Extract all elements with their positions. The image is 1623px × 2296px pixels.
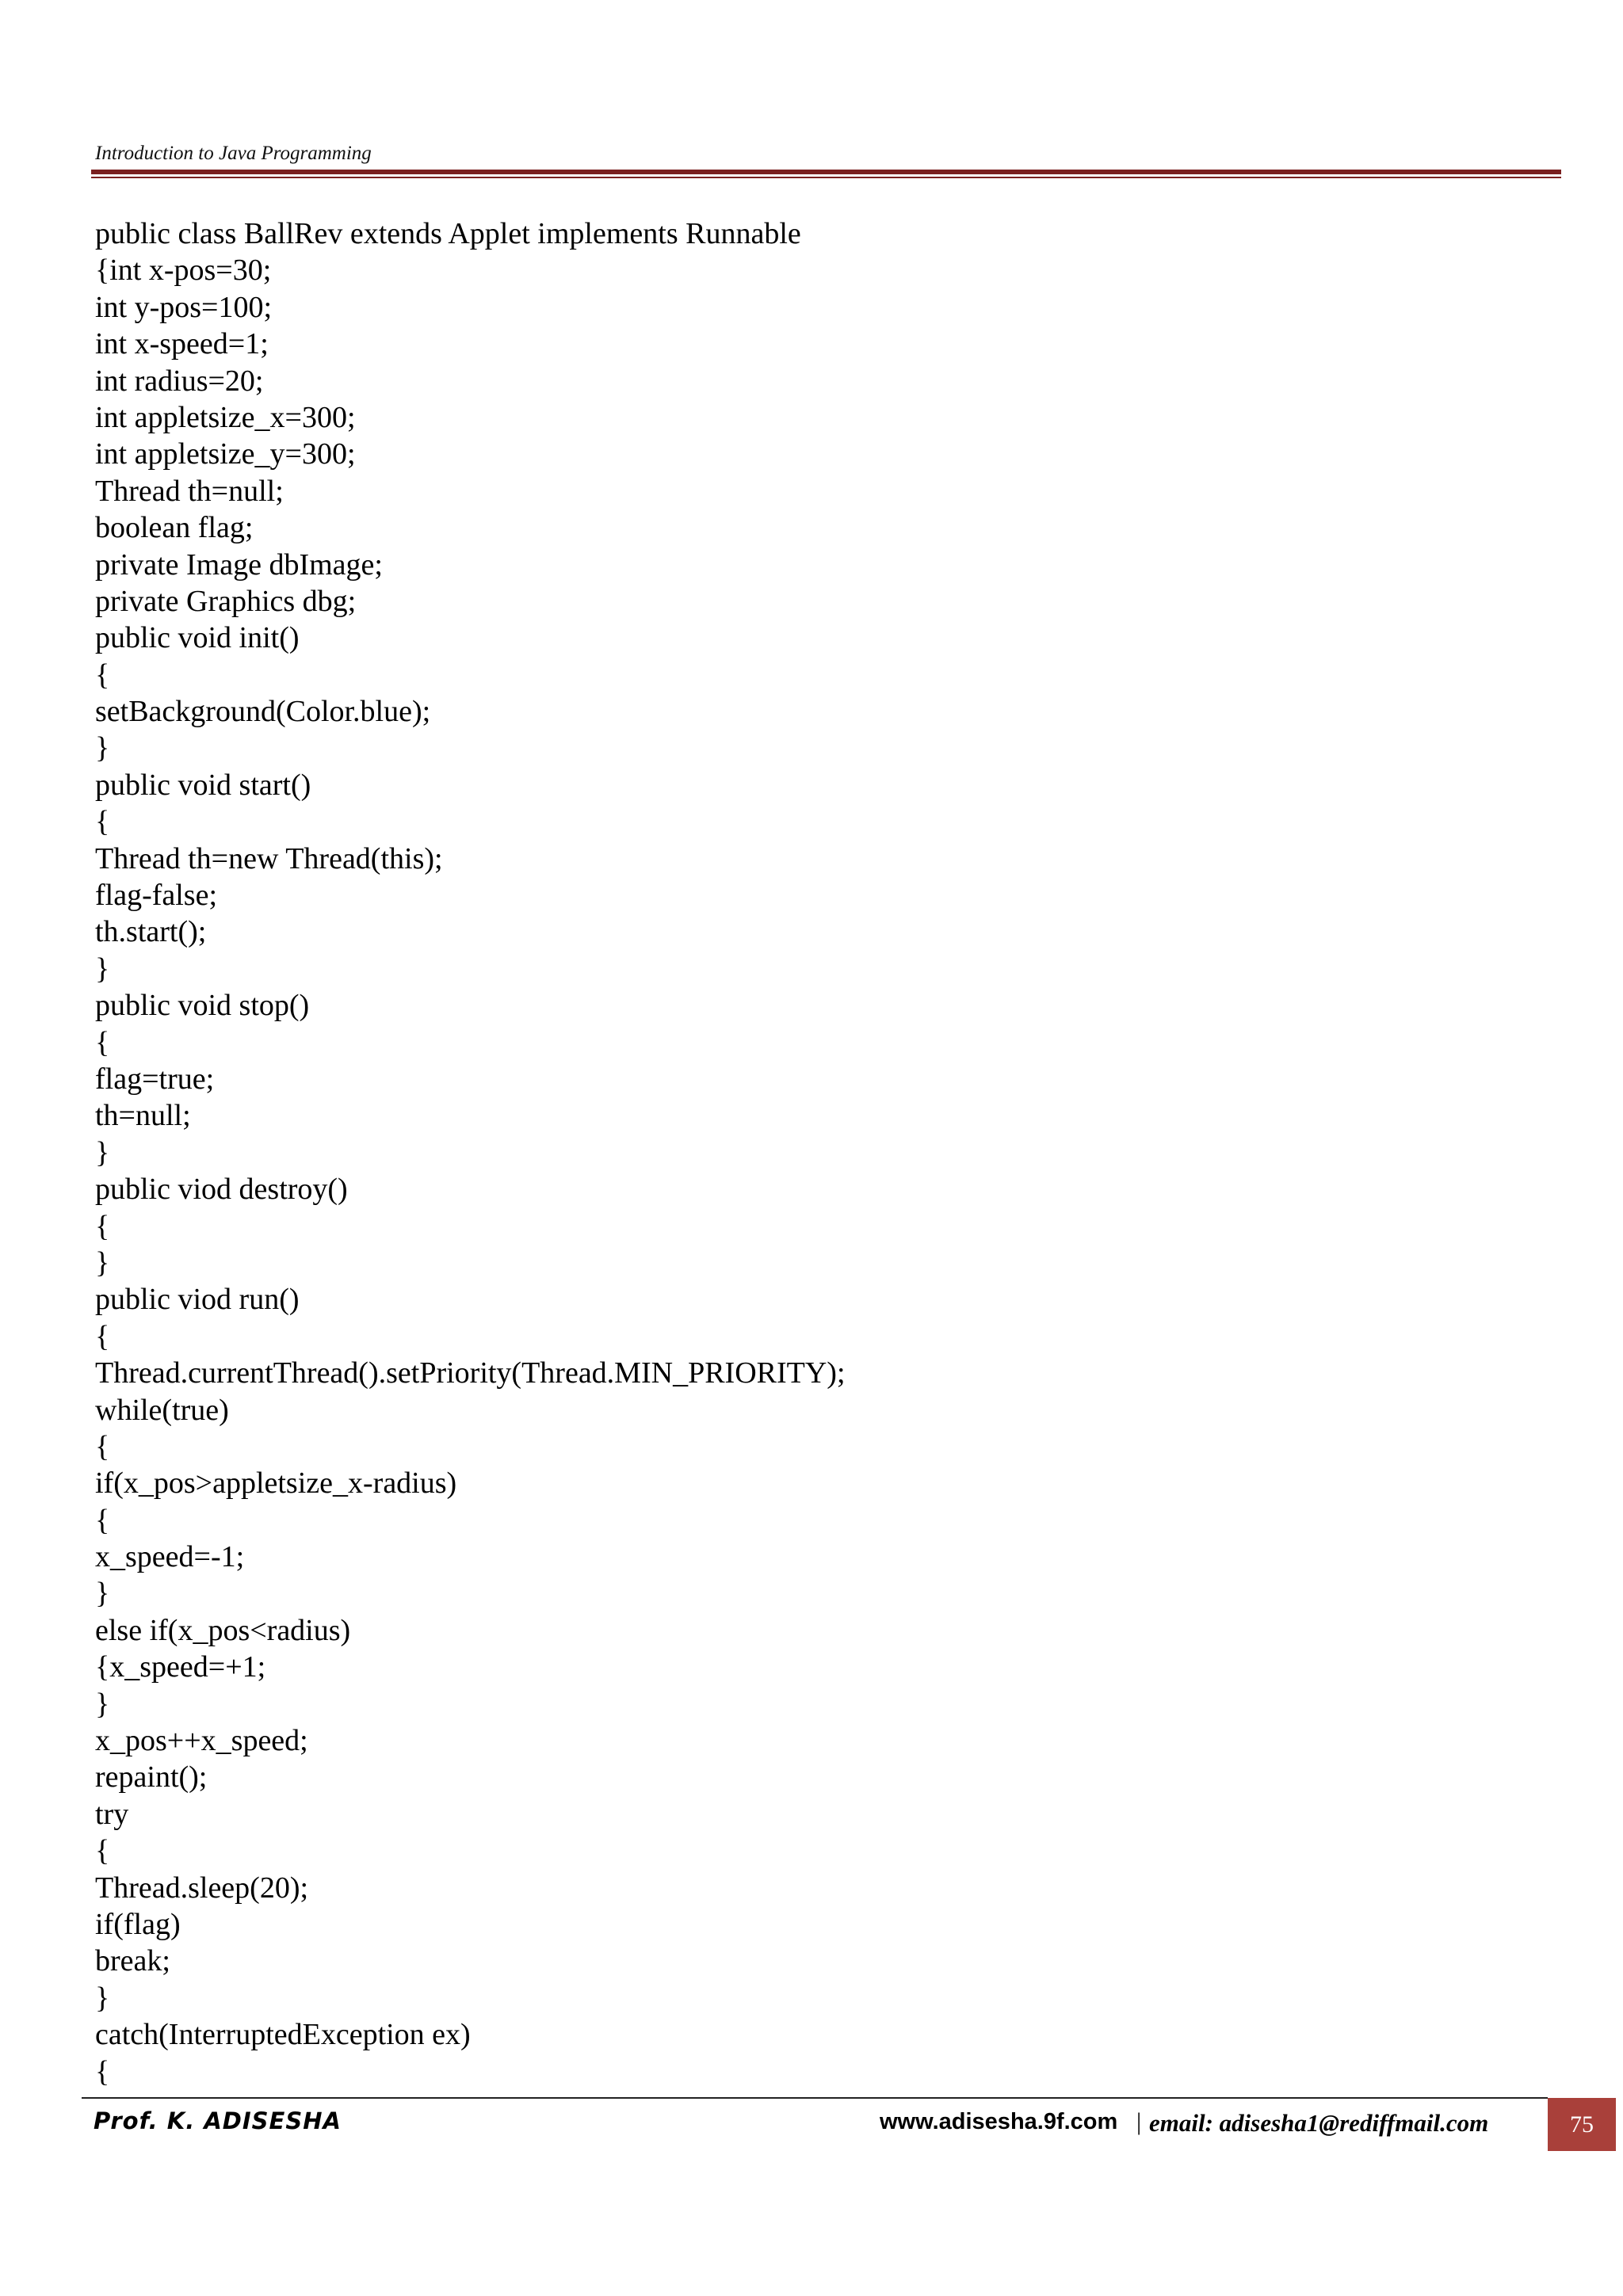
header-divider-thin <box>91 177 1561 178</box>
footer-divider <box>82 2097 1548 2099</box>
code-line: { <box>95 1209 110 1243</box>
code-line: } <box>95 1135 110 1169</box>
code-line: setBackground(Color.blue); <box>95 695 431 729</box>
footer-website: www.adisesha.9f.com <box>880 2109 1118 2134</box>
code-line: flag=true; <box>95 1062 215 1096</box>
code-line: Thread.currentThread().setPriority(Thread.MIN_PRIORITY); <box>95 1356 846 1390</box>
code-line: Thread th=null; <box>95 474 284 508</box>
code-line: x_speed=-1; <box>95 1540 245 1574</box>
footer-separator: | <box>1136 2107 1142 2135</box>
code-line: repaint(); <box>95 1760 208 1794</box>
code-line: while(true) <box>95 1393 229 1427</box>
code-line: if(x_pos>appletsize_x-radius) <box>95 1466 457 1501</box>
code-line: { <box>95 1834 110 1868</box>
code-line: public viod destroy() <box>95 1173 348 1207</box>
code-line: Thread.sleep(20); <box>95 1871 309 1905</box>
code-line: private Image dbImage; <box>95 547 383 582</box>
code-line: } <box>95 1981 110 2015</box>
footer-email: email: adisesha1@rediffmail.com <box>1149 2109 1489 2137</box>
document-title: Introduction to Java Programming <box>95 143 372 164</box>
code-line: Thread th=new Thread(this); <box>95 841 443 875</box>
code-line: if(flag) <box>95 1907 181 1941</box>
code-line: th.start(); <box>95 915 207 949</box>
code-line: public void start() <box>95 768 311 802</box>
code-line: try <box>95 1797 129 1831</box>
code-line: {int x-pos=30; <box>95 254 272 288</box>
code-line: } <box>95 1577 110 1611</box>
code-line: { <box>95 1503 110 1537</box>
code-line: else if(x_pos<radius) <box>95 1613 351 1647</box>
code-line: } <box>95 1687 110 1721</box>
code-line: th=null; <box>95 1099 191 1133</box>
code-line: public viod run() <box>95 1283 300 1317</box>
code-line: int radius=20; <box>95 364 264 398</box>
code-line: int y-pos=100; <box>95 290 273 324</box>
code-line: { <box>95 1319 110 1353</box>
code-line: int appletsize_x=300; <box>95 400 356 434</box>
code-line: catch(InterruptedException ex) <box>95 2018 471 2052</box>
code-line: { <box>95 1025 110 1059</box>
code-line: int appletsize_y=300; <box>95 437 356 471</box>
code-line: } <box>95 731 110 765</box>
code-line: public void stop() <box>95 989 310 1023</box>
code-line: private Graphics dbg; <box>95 584 357 618</box>
code-line: break; <box>95 1944 170 1978</box>
header-divider <box>91 170 1561 174</box>
code-line: {x_speed=+1; <box>95 1650 266 1684</box>
page-number-badge: 75 <box>1548 2098 1616 2151</box>
code-line: } <box>95 1245 110 1280</box>
code-line: } <box>95 952 110 986</box>
code-line: x_pos++x_speed; <box>95 1724 308 1758</box>
code-line: public class BallRev extends Applet implements Runnable <box>95 217 801 250</box>
code-line: flag-false; <box>95 879 218 913</box>
code-line: { <box>95 2054 110 2088</box>
code-line: { <box>95 658 110 692</box>
footer-author: Prof. K. ADISESHA <box>94 2107 342 2134</box>
code-line: boolean flag; <box>95 511 254 545</box>
code-line: { <box>95 1429 110 1463</box>
code-line: public void init() <box>95 621 300 655</box>
code-listing <box>95 215 846 2090</box>
code-line: { <box>95 805 110 839</box>
code-line: int x-speed=1; <box>95 327 269 361</box>
